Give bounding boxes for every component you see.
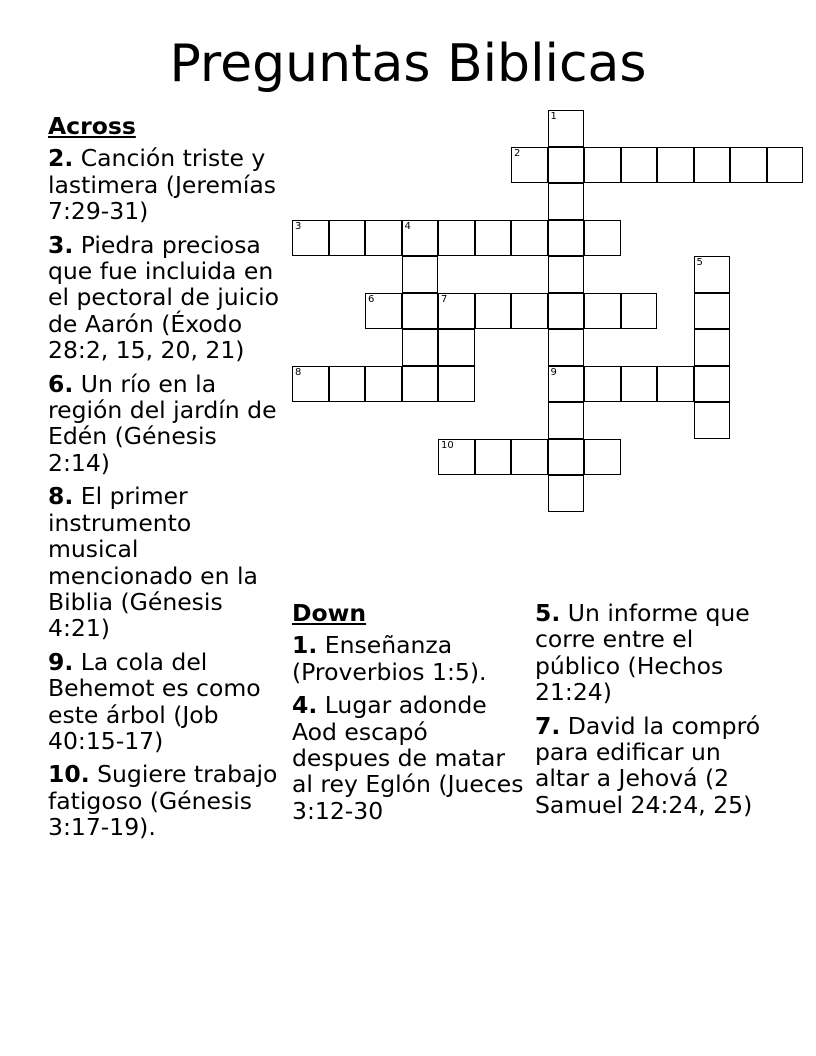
grid-cell[interactable] bbox=[767, 147, 804, 184]
grid-cell[interactable] bbox=[621, 293, 658, 330]
grid-cell[interactable] bbox=[548, 110, 585, 147]
down-clue bbox=[292, 632, 524, 685]
grid-cell[interactable] bbox=[475, 439, 512, 476]
grid-cell[interactable] bbox=[694, 293, 731, 330]
clue-text: David la compró para edificar un altar a Jehová (2 Samuel 24:24, 25) bbox=[535, 711, 761, 819]
grid-cell[interactable] bbox=[365, 220, 402, 257]
across-clue bbox=[48, 483, 286, 641]
across-clues bbox=[48, 113, 286, 848]
clue-text: El primer instrumento musical mencionado en la Biblia (Génesis 4:21) bbox=[48, 482, 258, 643]
grid-cell[interactable] bbox=[402, 293, 439, 330]
grid-cell[interactable] bbox=[438, 220, 475, 257]
grid-cell[interactable] bbox=[511, 293, 548, 330]
clue-text: Sugiere trabajo fatigoso (Génesis 3:17-19). bbox=[48, 760, 278, 842]
grid-cell[interactable] bbox=[584, 147, 621, 184]
grid-cell[interactable] bbox=[548, 366, 585, 403]
cell-number: 6 bbox=[368, 293, 375, 305]
cell-number: 7 bbox=[441, 293, 448, 305]
cell-number: 1 bbox=[550, 111, 557, 122]
grid-cell[interactable] bbox=[548, 183, 585, 220]
grid-cell[interactable] bbox=[548, 475, 585, 512]
grid-cell[interactable] bbox=[657, 147, 694, 184]
clue-number: 8. bbox=[48, 482, 74, 511]
grid-cell[interactable] bbox=[438, 293, 475, 330]
grid-cell[interactable] bbox=[329, 366, 366, 403]
grid-cell[interactable] bbox=[548, 220, 585, 257]
clue-number: 10. bbox=[48, 760, 90, 789]
clue-number: 9. bbox=[48, 647, 74, 676]
down-clue bbox=[292, 692, 524, 824]
grid-cell[interactable] bbox=[621, 366, 658, 403]
grid-cell[interactable] bbox=[657, 366, 694, 403]
grid-cell[interactable] bbox=[548, 293, 585, 330]
grid-cell[interactable] bbox=[292, 366, 329, 403]
cell-number: 3 bbox=[295, 220, 302, 232]
grid-cell[interactable] bbox=[584, 293, 621, 330]
grid-cell[interactable] bbox=[438, 329, 475, 366]
grid-cell[interactable] bbox=[548, 402, 585, 439]
grid-cell[interactable] bbox=[365, 293, 402, 330]
grid-cell[interactable] bbox=[402, 366, 439, 403]
grid-cell[interactable] bbox=[694, 329, 731, 366]
clue-number: 4. bbox=[292, 691, 318, 720]
clue-text: Enseñanza (Proverbios 1:5). bbox=[292, 631, 487, 686]
grid-cell[interactable] bbox=[694, 147, 731, 184]
grid-cell[interactable] bbox=[438, 366, 475, 403]
down-clues bbox=[292, 600, 524, 831]
clue-number: 5. bbox=[535, 599, 561, 627]
grid-cell[interactable] bbox=[548, 256, 585, 293]
across-heading: Across bbox=[48, 112, 136, 140]
grid-cell[interactable] bbox=[694, 366, 731, 403]
grid-cell[interactable] bbox=[584, 366, 621, 403]
cell-number: 8 bbox=[295, 366, 302, 378]
clue-text: Piedra preciosa que fue incluida en el pectoral de juicio de Aarón (Éxodo 28:2, 15, 20, 21) bbox=[48, 230, 280, 365]
cell-number: 10 bbox=[441, 439, 454, 451]
grid-cell[interactable] bbox=[548, 329, 585, 366]
down-heading: Down bbox=[292, 599, 367, 627]
grid-cell[interactable] bbox=[511, 147, 548, 184]
grid-cell[interactable] bbox=[730, 147, 767, 184]
down-clues-continued bbox=[535, 600, 775, 825]
grid-cell[interactable] bbox=[511, 220, 548, 257]
across-clue bbox=[48, 649, 286, 755]
grid-cell[interactable] bbox=[548, 439, 585, 476]
grid-cell[interactable] bbox=[329, 220, 366, 257]
clue-number: 7. bbox=[535, 711, 561, 740]
grid-cell[interactable] bbox=[402, 220, 439, 257]
cell-number: 9 bbox=[550, 366, 557, 378]
clue-number: 3. bbox=[48, 230, 74, 259]
down-clue bbox=[535, 600, 775, 706]
across-clue bbox=[48, 761, 286, 840]
grid-cell[interactable] bbox=[292, 220, 329, 257]
grid-cell[interactable] bbox=[548, 147, 585, 184]
clue-text: Un río en la región del jardín de Edén (Génesis 2:14) bbox=[48, 369, 277, 477]
clue-text: La cola del Behemot es como este árbol (Job 40:15-17) bbox=[48, 647, 261, 755]
grid-cell[interactable] bbox=[475, 220, 512, 257]
across-clue bbox=[48, 371, 286, 477]
clue-text: Un informe que corre entre el público (Hechos 21:24) bbox=[535, 599, 750, 707]
grid-cell[interactable] bbox=[475, 293, 512, 330]
clue-text: Canción triste y lastimera (Jeremías 7:29-31) bbox=[48, 144, 277, 226]
clue-number: 6. bbox=[48, 369, 74, 398]
cell-number: 4 bbox=[404, 220, 411, 232]
grid-cell[interactable] bbox=[694, 402, 731, 439]
grid-cell[interactable] bbox=[438, 439, 475, 476]
cell-number: 5 bbox=[696, 257, 703, 268]
clue-text: Lugar adonde Aod escapó despues de matar al rey Eglón (Jueces 3:12-30 bbox=[292, 691, 524, 825]
grid-cell[interactable] bbox=[694, 256, 731, 293]
puzzle-title: Preguntas Biblicas bbox=[169, 34, 647, 94]
cell-number: 2 bbox=[514, 147, 521, 159]
across-clue bbox=[48, 232, 286, 364]
down-clue bbox=[535, 713, 775, 819]
grid-cell[interactable] bbox=[621, 147, 658, 184]
grid-cell[interactable] bbox=[511, 439, 548, 476]
grid-cell[interactable] bbox=[402, 256, 439, 293]
clue-number: 1. bbox=[292, 631, 318, 660]
grid-cell[interactable] bbox=[584, 439, 621, 476]
grid-cell[interactable] bbox=[584, 220, 621, 257]
grid-cell[interactable] bbox=[365, 366, 402, 403]
grid-cell[interactable] bbox=[402, 329, 439, 366]
clue-number: 2. bbox=[48, 144, 74, 173]
across-clue bbox=[48, 145, 286, 224]
